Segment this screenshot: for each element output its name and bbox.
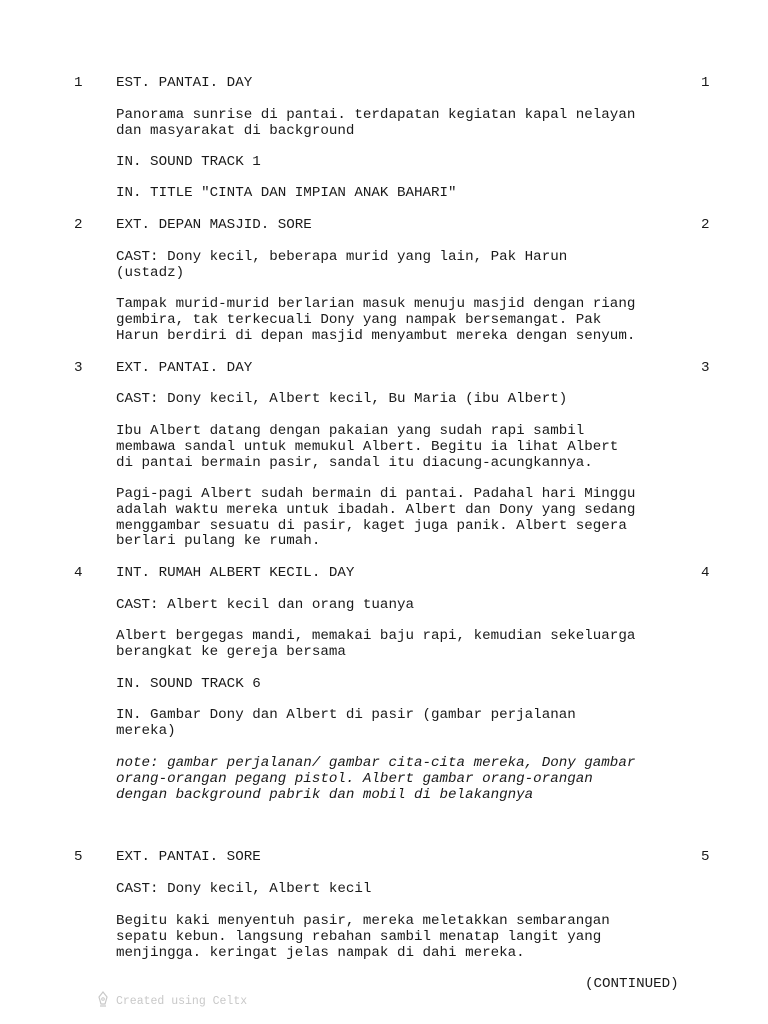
action-line: dan masyarakat di background xyxy=(116,122,355,139)
action-line: di pantai bermain pasir, sandal itu diacung-acungkannya. xyxy=(116,454,593,471)
action-line: adalah waktu mereka untuk ibadah. Albert dan Dony yang sedang xyxy=(116,501,636,518)
action-line: Harun berdiri di depan masjid menyambut mereka dengan senyum. xyxy=(116,327,636,344)
action-line: IN. SOUND TRACK 1 xyxy=(116,154,261,170)
action-line: mereka) xyxy=(116,722,176,739)
scene-heading: EST. PANTAI. DAY xyxy=(116,75,253,91)
scene-number-left: 4 xyxy=(74,565,83,581)
action-line: Begitu kaki menyentuh pasir, mereka meletakkan sembarangan xyxy=(116,913,610,929)
scene-number-left: 5 xyxy=(74,849,83,865)
note-line: note: gambar perjalanan/ gambar cita-cita mereka, Dony gambar xyxy=(116,755,636,771)
scene-heading: INT. RUMAH ALBERT KECIL. DAY xyxy=(116,565,355,581)
celtx-pen-icon xyxy=(96,991,110,1011)
footer xyxy=(96,991,247,1011)
action-line: Pagi-pagi Albert sudah bermain di pantai. Padahal hari Minggu xyxy=(116,486,636,502)
action-line: CAST: Dony kecil, beberapa murid yang lain, Pak Harun xyxy=(116,249,568,265)
action-line: IN. TITLE "CINTA DAN IMPIAN ANAK BAHARI" xyxy=(116,185,457,201)
scene-number-left: 2 xyxy=(74,217,83,233)
action-line: gembira, tak terkecuali Dony yang nampak bersemangat. Pak xyxy=(116,311,602,328)
note-line: dengan background pabrik dan mobil di belakangnya xyxy=(116,786,534,803)
action-line: menggambar sesuatu di pasir, kaget juga panik. Albert segera xyxy=(116,517,627,534)
note-line: orang-orangan pegang pistol. Albert gambar orang-orangan xyxy=(116,770,593,787)
action-line: (ustadz) xyxy=(116,264,185,281)
scene-heading: EXT. DEPAN MASJID. SORE xyxy=(116,217,312,233)
action-line: Ibu Albert datang dengan pakaian yang sudah rapi sambil xyxy=(116,423,585,439)
action-line: berangkat ke gereja bersama xyxy=(116,643,346,660)
action-line: IN. SOUND TRACK 6 xyxy=(116,676,261,692)
scene-number-left: 1 xyxy=(74,75,83,91)
action-line: Panorama sunrise di pantai. terdapatan kegiatan kapal nelayan xyxy=(116,107,636,123)
action-line: sepatu kebun. langsung rebahan sambil menatap langit yang xyxy=(116,928,602,945)
action-line: CAST: Dony kecil, Albert kecil, Bu Maria (ibu Albert) xyxy=(116,391,568,407)
scene-number-right: 3 xyxy=(701,360,710,376)
action-line: membawa sandal untuk memukul Albert. Begitu ia lihat Albert xyxy=(116,438,619,455)
action-line: menjingga. keringat jelas nampak di dahi mereka. xyxy=(116,944,525,961)
scene-heading: EXT. PANTAI. SORE xyxy=(116,849,261,865)
scene-number-right: 1 xyxy=(701,75,710,91)
scene-number-left: 3 xyxy=(74,360,83,376)
action-line: Tampak murid-murid berlarian masuk menuju masjid dengan riang xyxy=(116,296,636,312)
continued-label: (CONTINUED) xyxy=(585,976,679,992)
scene-number-right: 2 xyxy=(701,217,710,233)
action-line: CAST: Albert kecil dan orang tuanya xyxy=(116,597,414,613)
scene-number-right: 5 xyxy=(701,849,710,865)
footer-text: Created using Celtx xyxy=(116,994,248,1008)
action-line: IN. Gambar Dony dan Albert di pasir (gambar perjalanan xyxy=(116,707,576,723)
scene-number-right: 4 xyxy=(701,565,710,581)
action-line: CAST: Dony kecil, Albert kecil xyxy=(116,881,372,897)
scene-heading: EXT. PANTAI. DAY xyxy=(116,360,253,376)
action-line: Albert bergegas mandi, memakai baju rapi, kemudian sekeluarga xyxy=(116,628,636,644)
action-line: berlari pulang ke rumah. xyxy=(116,533,321,550)
